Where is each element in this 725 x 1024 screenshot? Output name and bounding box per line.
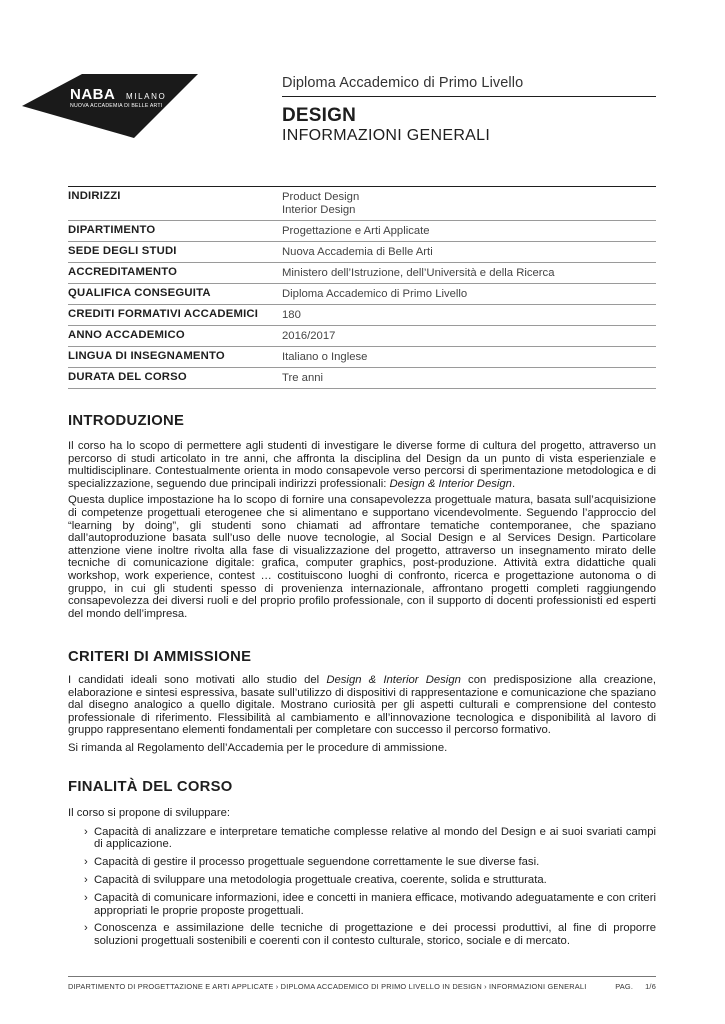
info-row [68,263,656,284]
info-row [68,187,656,221]
section-finalita [68,778,656,953]
info-value [282,347,656,367]
info-value-line: Progettazione e Arti Applicate [282,225,430,237]
list-item-text: Conoscenza e assimilazione delle tecniche di progettazione e dei processi produttivi, al fine di proporre soluzioni progettuali sostenibili e coerenti con il contesto culturale, storico, sociale e di mercato. [94,922,656,948]
info-table [68,186,656,389]
naba-logo [22,74,202,138]
info-value [282,326,656,346]
info-value-line: Ministero dell’Istruzione, dell’Università e della Ricerca [282,267,555,279]
info-row [68,368,656,389]
info-key: DIPARTIMENTO [68,224,156,236]
page-number: PAG. 1/6 [615,982,656,991]
list-item [84,874,656,887]
section-heading: FINALITÀ DEL CORSO [68,779,233,795]
list-item [84,892,656,918]
info-key: SEDE DEGLI STUDI [68,245,177,257]
info-key: DURATA DEL CORSO [68,371,187,383]
info-value [282,263,656,283]
list-item [84,922,656,948]
header-rule [282,96,656,97]
info-value [282,284,656,304]
bullet-icon: › [84,873,88,886]
page-subtitle: INFORMAZIONI GENERALI [282,127,491,144]
logo-name: NABA [70,86,116,103]
list-item-text: Capacità di gestire il processo progettuale seguendone correttamente le sue diverse fasi. [94,856,540,869]
list-item [84,826,656,852]
paragraph: Questa duplice impostazione ha lo scopo di fornire una consapevolezza progettuale matura, basata sull’acquisizione di competenze progettuali eterogenee che si alimentano e supportano vicendevolmente. Seguendo l’approccio del “learning by doing”, gli studenti sono chiamati ad affrontare tematiche contemporanee, che spaziano dall’autoproduzione basata sull’uso delle nuove tecnologie, al Social Design e al Services Design. Particolare attenzione viene inoltre rivolta alla fase di visualizzazione del progetto, attraverso un insegnamento mirato delle tecniche di comunicazione digitale: grafica, computer graphics, post-produzione. Attività extra didattiche quali workshop, work experience, contest … costituiscono luoghi di confronto, ricerca e progettazione autonoma o di gruppo, in cui gli studenti spesso di provenienza internazionale, affrontano progetti completi raggiungendo consapevolezza dei diversi ruoli e del proprio profilo professionale, con il supporto di docenti professionisti ed esperti del mondo dell’impresa. [68,494,656,620]
section-heading: CRITERI DI AMMISSIONE [68,649,252,665]
info-row [68,284,656,305]
list-item-text: Capacità di analizzare e interpretare tematiche complesse relative al mondo del Design e ai suoi svariati campi di applicazione. [94,825,656,851]
info-value [282,305,656,325]
list-item-text: Capacità di sviluppare una metodologia progettuale creativa, coerente, solida e strutturata. [94,873,547,886]
paragraph: Si rimanda al Regolamento dell’Accademia per le procedure di ammissione. [68,741,448,754]
section-criteri [68,648,656,755]
info-value-line: Diploma Accademico di Primo Livello [282,288,468,300]
info-value [282,221,656,241]
header-subtitle: Diploma Accademico di Primo Livello [282,75,524,91]
info-key: ANNO ACCADEMICO [68,329,185,341]
section-introduzione [68,412,656,620]
paragraph: Il corso si propone di sviluppare: [68,807,231,819]
info-value-line: Tre anni [282,372,324,384]
info-value-line: 180 [282,309,301,321]
section-heading: INTRODUZIONE [68,413,185,429]
info-row [68,305,656,326]
info-value-line: Product Design [282,191,360,203]
info-value-line: 2016/2017 [282,330,336,342]
list-item-text: Capacità di comunicare informazioni, idee e concetti in maniera efficace, motivando adeguatamente e con criteri appropriati le proprie proposte progettuali. [94,891,656,917]
page-title: DESIGN [282,105,357,126]
logo-city: MILANO [126,92,167,101]
list-item [84,856,656,869]
paragraph: I candidati ideali sono motivati allo studio del Design & Interior Design con predisposizione alla creazione, elaborazione e sintesi espressiva, basate sull’utilizzo di dispositivi di rappresentazione e comunicazione che spaziano dal disegno analogico a quello digitale. Mostrano curiosità per gli aspetti culturali e comprensione del contesto professionale di riferimento. Flessibilità al cambiamento e all’innovazione tecnologica e disponibilità al lavoro di gruppo rappresentano elementi fondamentali per completare con successo il percorso formativo. [68,674,656,737]
info-row [68,221,656,242]
info-value-line: Interior Design [282,204,356,216]
page-footer [68,976,656,991]
bullet-icon: › [84,856,88,869]
goals-list [84,826,656,948]
info-key: QUALIFICA CONSEGUITA [68,287,211,299]
info-value [282,368,656,388]
logo-tagline: NUOVA ACCADEMIA DI BELLE ARTI [70,103,163,109]
info-value [282,242,656,262]
info-key: LINGUA DI INSEGNAMENTO [68,350,225,362]
bullet-icon: › [84,825,88,838]
document-header [282,72,656,145]
footer-breadcrumb: DIPARTIMENTO DI PROGETTAZIONE E ARTI APPLICATE › DIPLOMA ACCADEMICO DI PRIMO LIVELLO IN DESIGN › INFORMAZIONI GENERALI [68,982,587,991]
info-key: ACCREDITAMENTO [68,266,178,278]
info-row [68,326,656,347]
info-value-line: Italiano o Inglese [282,351,368,363]
paragraph: Il corso ha lo scopo di permettere agli studenti di investigare le diverse forme di cultura del progetto, attraverso un percorso di studi articolato in tre anni, che affronta la disciplina del Design da un punto di vista esperienziale e multidisciplinare. Contestualmente orienta in modo consapevole verso percorsi di sperimentazione metodologica e di specializzazione, seguendo due principali indirizzi professionali: Design & Interior Design. [68,440,656,490]
info-key: CREDITI FORMATIVI ACCADEMICI [68,308,259,320]
bullet-icon: › [84,922,88,935]
info-row [68,242,656,263]
info-key: INDIRIZZI [68,190,121,202]
bullet-icon: › [84,891,88,904]
info-value-line: Nuova Accademia di Belle Arti [282,246,433,258]
info-row [68,347,656,368]
info-value [282,187,656,220]
